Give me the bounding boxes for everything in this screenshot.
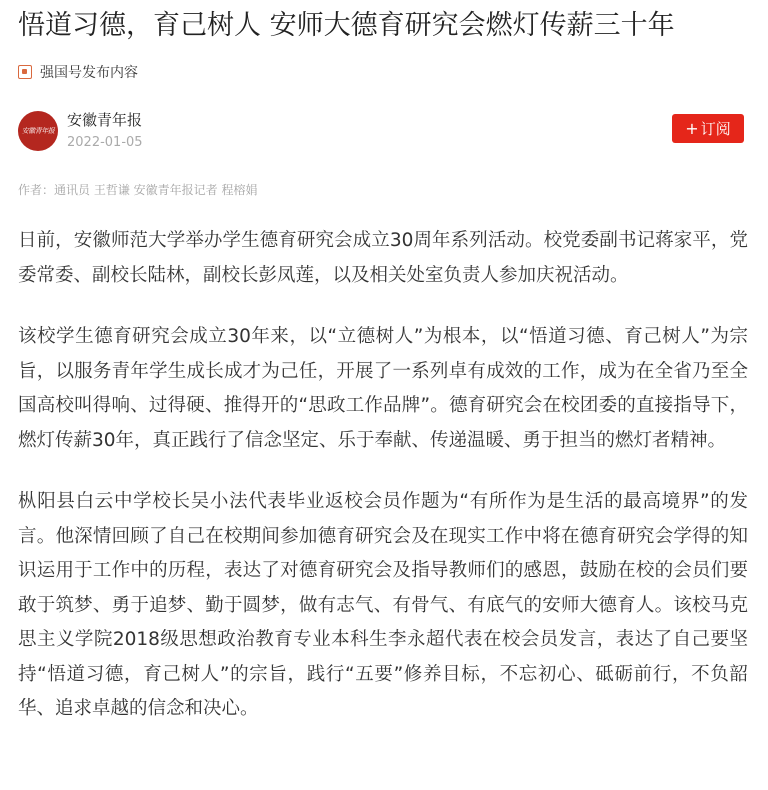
publish-date: 2022-01-05	[67, 134, 143, 150]
author-meta	[67, 110, 143, 153]
plus-icon: +	[685, 119, 699, 138]
article-title: 悟道习德，育己树人 安师大德育研究会燃灯传薪三十年	[18, 10, 675, 41]
article-paragraph-1: 日前，安徽师范大学举办学生德育研究会成立30周年系列活动。校党委副书记蒋家平，党委常委、副校长陆林，副校长彭凤莲，以及相关处室负责人参加庆祝活动。	[18, 230, 748, 286]
article-paragraph-2: 该校学生德育研究会成立30年来，以“立德树人”为根本，以“悟道习德、育己树人”为宗旨，以服务青年学生成长成才为己任，开展了一系列卓有成效的工作，成为在全省乃至全国高校叫得响、过得硬、推得开的“思政工作品牌”。德育研究会在校团委的直接指导下，燃灯传薪30年，真正践行了信念坚定、乐于奉献、传递温暖、勇于担当的燃灯者精神。	[18, 326, 748, 451]
subscribe-label: 订阅	[700, 120, 731, 138]
source-badge-row	[18, 62, 748, 82]
avatar-logo-text: 安徽青年报	[21, 127, 55, 135]
xuexi-badge-icon	[18, 65, 32, 79]
author-avatar[interactable]	[18, 111, 58, 151]
article-byline: 作者：通讯员 王哲谦 安徽青年报记者 程榕娟	[18, 183, 258, 197]
author-row	[18, 110, 748, 152]
subscribe-button[interactable]	[672, 114, 744, 143]
author-name[interactable]: 安徽青年报	[67, 110, 143, 129]
article-body	[18, 224, 748, 727]
source-badge-label: 强国号发布内容	[40, 65, 138, 81]
article-paragraph-3: 枞阳县白云中学校长吴小法代表毕业返校会员作题为“有所作为是生活的最高境界”的发言。他深情回顾了自己在校期间参加德育研究会及在现实工作中将在德育研究会学得的知识运用于工作中的历程，表达了对德育研究会及指导教师们的感恩，鼓励在校的会员们要敢于筑梦、勇于追梦、勤于圆梦，做有志气、有骨气、有底气的安师大德育人。该校马克思主义学院2018级思想政治教育专业本科生李永超代表在校会员发言，表达了自己要坚持“悟道习德，育己树人”的宗旨，践行“五要”修养目标，不忘初心、砥砺前行，不负韶华、追求卓越的信念和决心。	[18, 491, 748, 719]
